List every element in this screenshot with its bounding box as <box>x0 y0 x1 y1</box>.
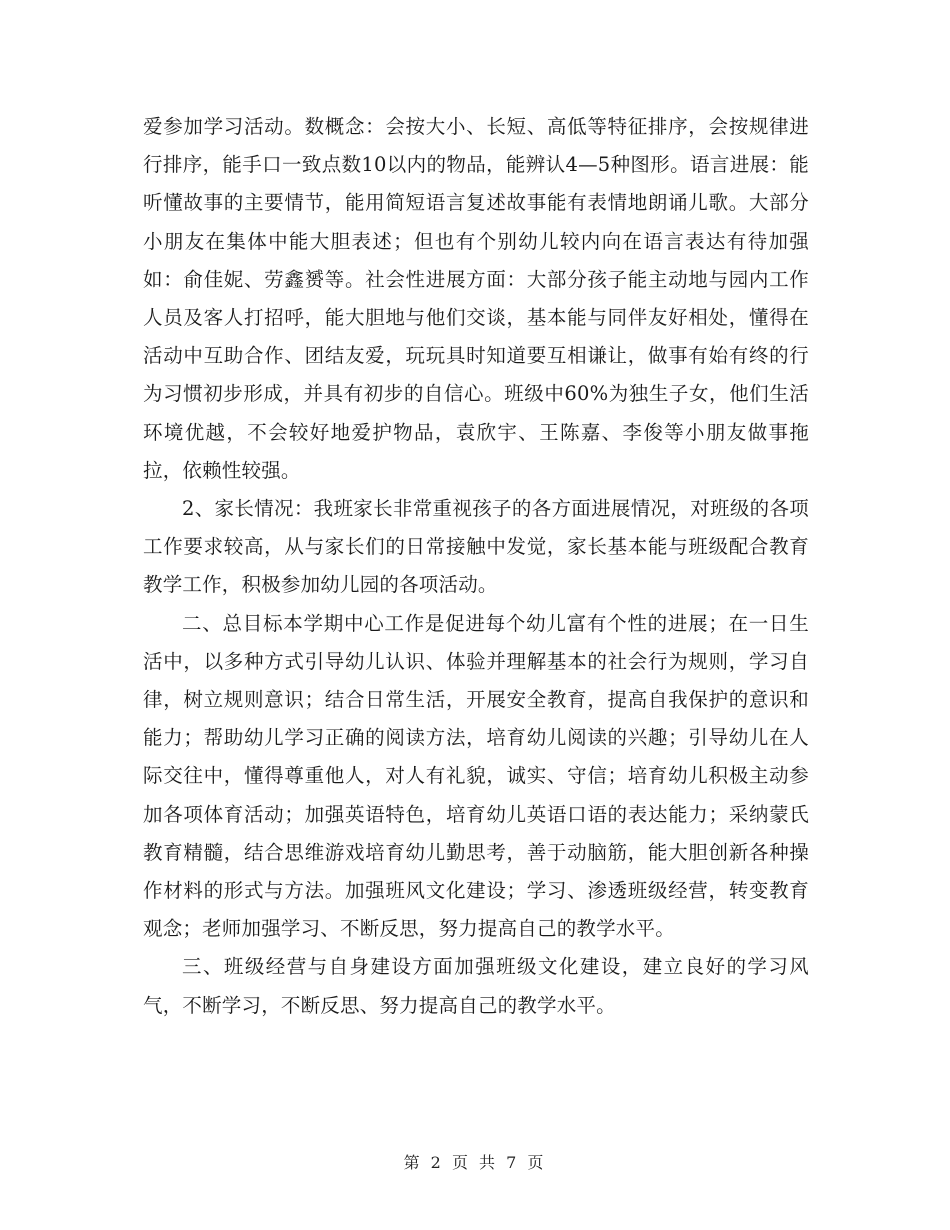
paragraph-overall-goals: 二、总目标本学期中心工作是促进每个幼儿富有个性的进展；在一日生活中，以多种方式引导幼儿认识、体验并理解基本的社会行为规则，学习自律，树立规则意识；结合日常生活，开展安全教育，提高自我保护的意识和能力；帮助幼儿学习正确的阅读方法，培育幼儿阅读的兴趣；引导幼儿在人际交往中，懂得尊重他人，对人有礼貌，诚实、守信；培育幼儿积极主动参加各项体育活动；加强英语特色，培育幼儿英语口语的表达能力；采纳蒙氏教育精髓，结合思维游戏培育幼儿勤思考，善于动脑筋，能大胆创新各种操作材料的形式与方法。加强班风文化建设；学习、渗透班级经营，转变教育观念；老师加强学习、不断反思，努力提高自己的教学水平。 <box>143 611 809 941</box>
paragraph-parent-situation: 2、家长情况：我班家长非常重视孩子的各方面进展情况，对班级的各项工作要求较高，从与家长们的日常接触中发觉，家长基本能与班级配合教育教学工作，积极参加幼儿园的各项活动。 <box>143 497 809 597</box>
page-number-footer: 第 2 页 共 7 页 <box>403 1153 547 1172</box>
document-body <box>143 108 809 1025</box>
paragraph-child-development: 爱参加学习活动。数概念：会按大小、长短、高低等特征排序，会按规律进行排序，能手口一致点数10以内的物品，能辨认4—5种图形。语言进展：能听懂故事的主要情节，能用简短语言复述故事能有表情地朗诵儿歌。大部分小朋友在集体中能大胆表述；但也有个别幼儿较内向在语言表达有待加强如：俞佳妮、劳鑫赟等。社会性进展方面：大部分孩子能主动地与园内工作人员及客人打招呼，能大胆地与他们交谈，基本能与同伴友好相处，懂得在活动中互助合作、团结友爱，玩玩具时知道要互相谦让，做事有始有终的行为习惯初步形成，并具有初步的自信心。班级中60%为独生子女，他们生活环境优越，不会较好地爱护物品，袁欣宇、王陈嘉、李俊等小朋友做事拖拉，依赖性较强。 <box>143 115 809 482</box>
paragraph-class-management: 三、班级经营与自身建设方面加强班级文化建设，建立良好的学习风气，不断学习，不断反思、努力提高自己的教学水平。 <box>143 955 809 1017</box>
